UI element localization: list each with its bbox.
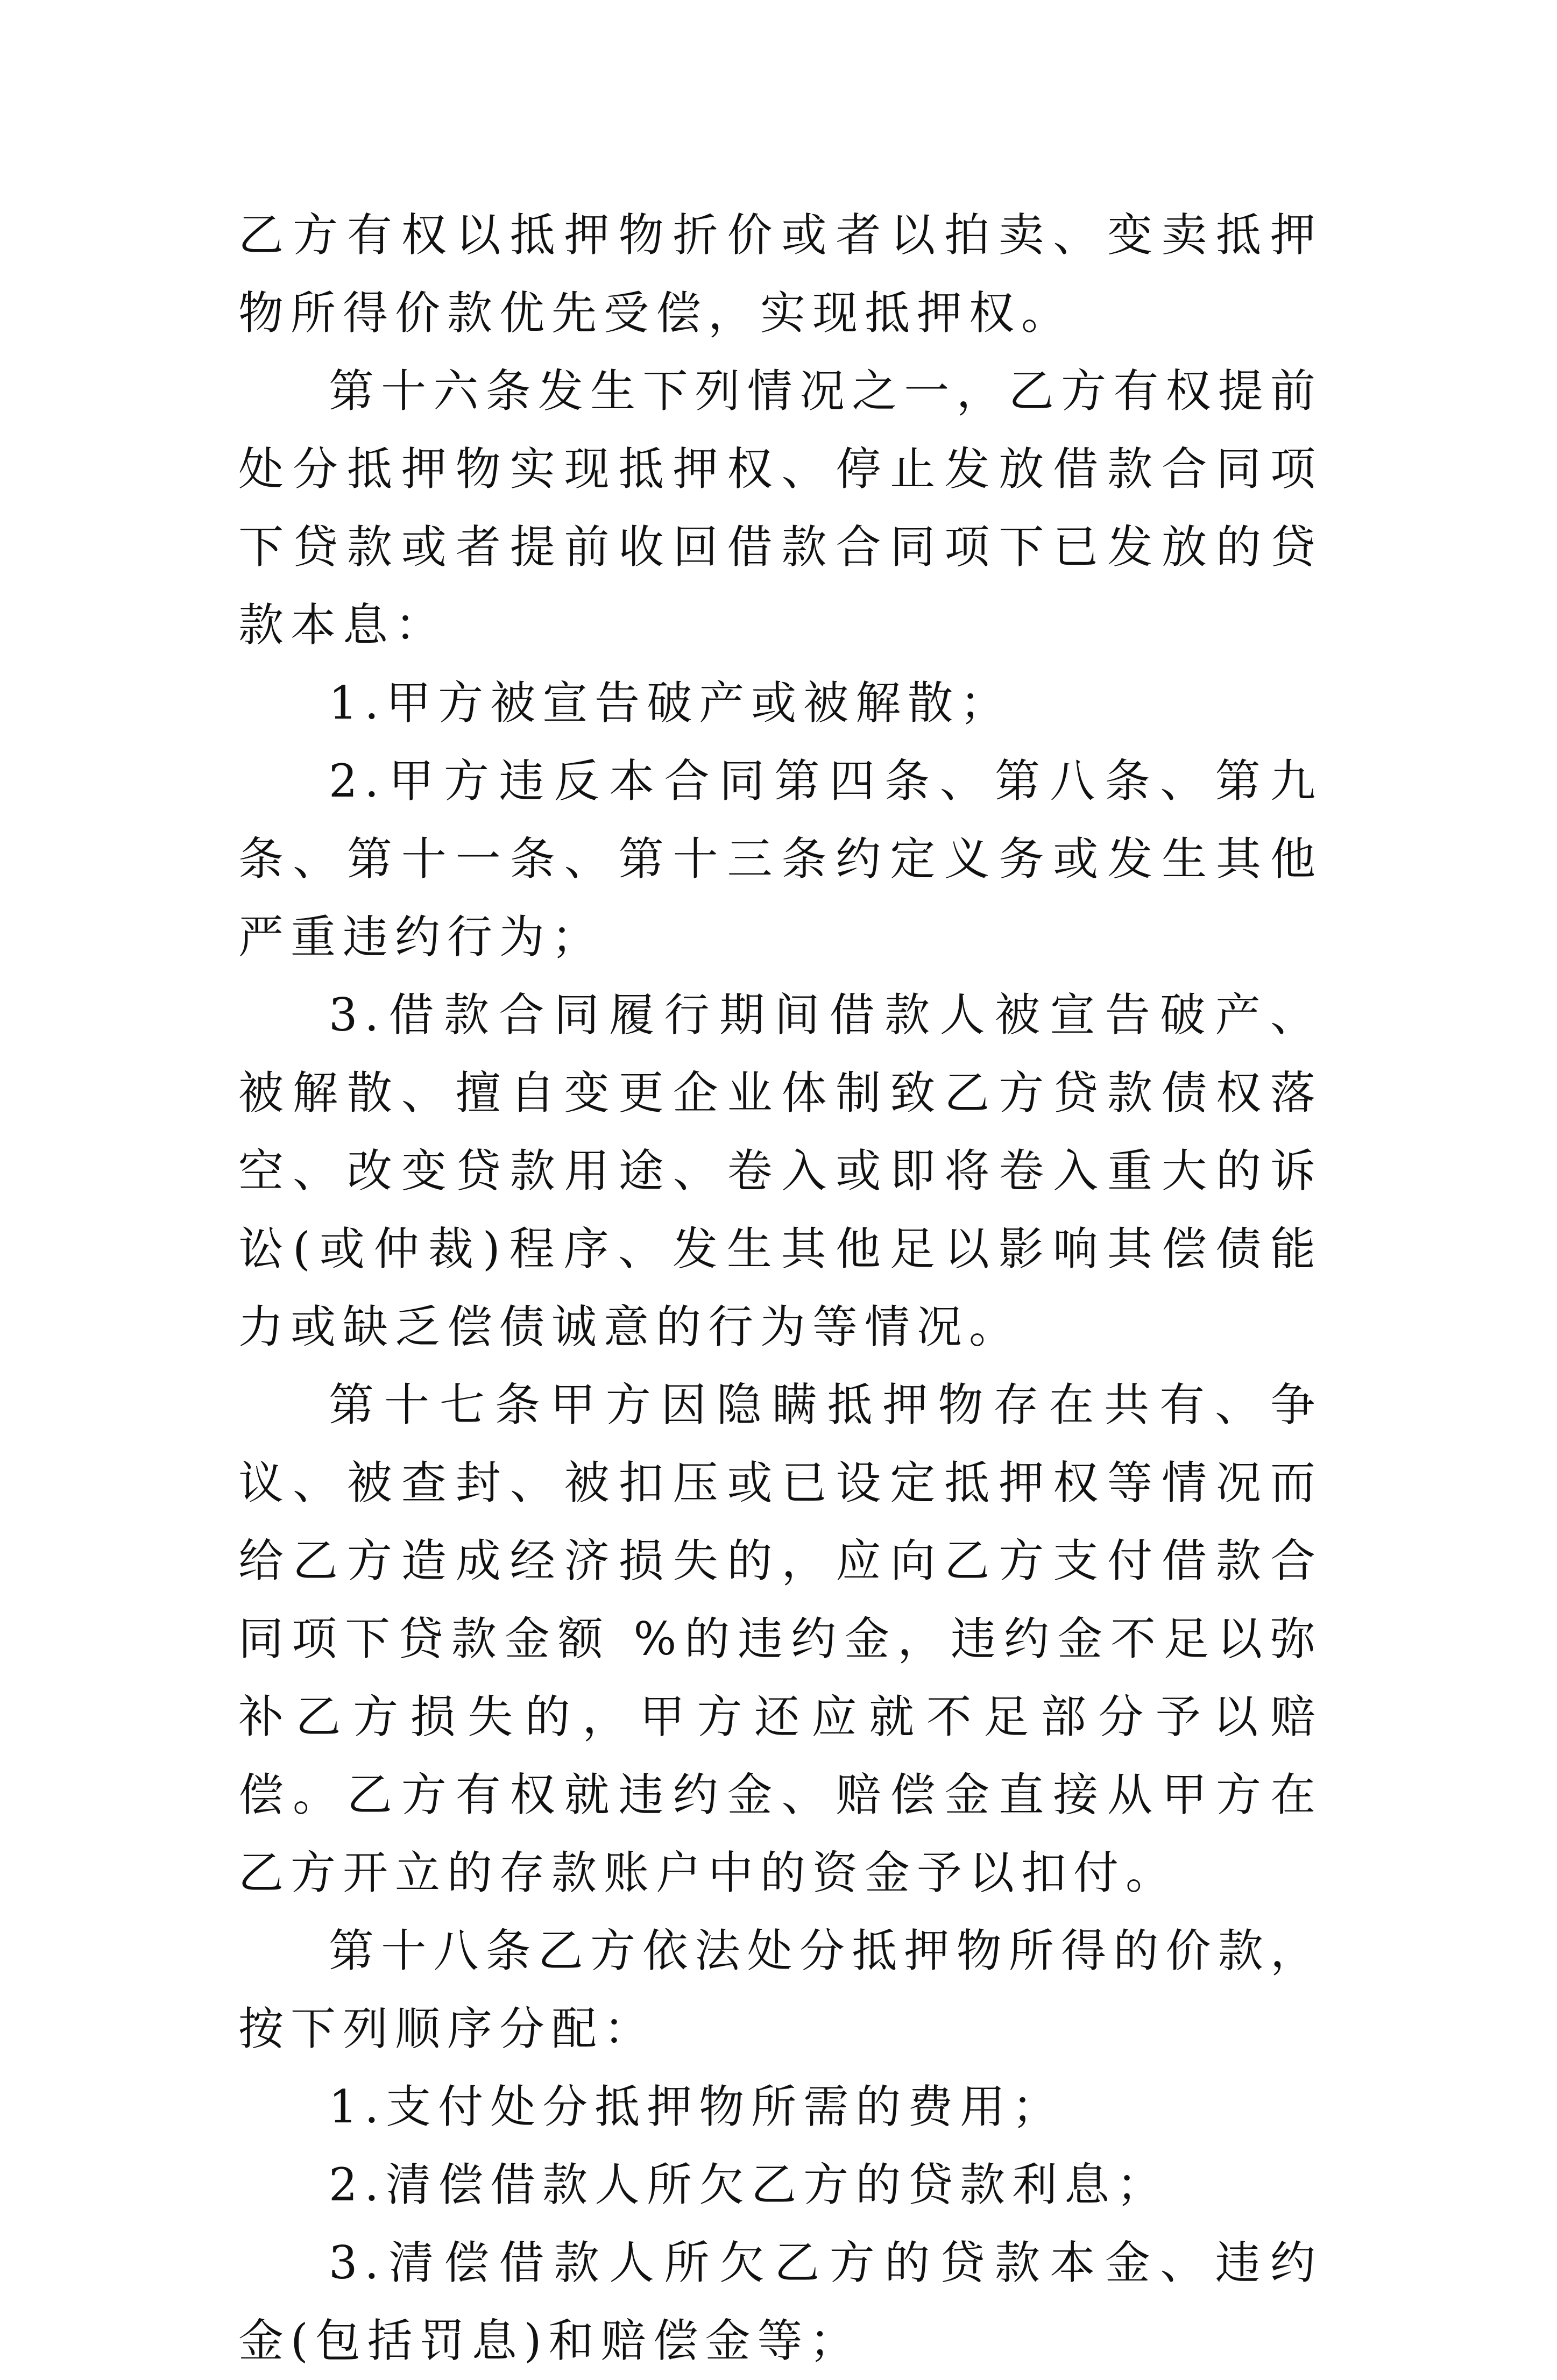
article-18-item-1: 1.支付处分抵押物所需的费用； (329, 2080, 1065, 2133)
article-16-item-2: 2.甲方违反本合同第四条、第八条、第九条、第十一条、第十三条约定义务或发生其他严重违约行为； (238, 755, 1322, 963)
article-18-item-2: 2.清偿借款人所欠乙方的贷款利息； (329, 2158, 1169, 2211)
article-16-item-3: 3.借款合同履行期间借款人被宣告破产、被解散、擅自变更企业体制致乙方贷款债权落空、改变贷款用途、卷入或即将卷入重大的诉讼(或仲裁)程序、发生其他足以影响其偿债能力或缺乏偿债诚意的行为等情况。 (238, 989, 1322, 1353)
article-16-item-1: 1.甲方被宣告破产或被解散； (329, 677, 1013, 729)
paragraph-continuation: 乙方有权以抵押物折价或者以拍卖、变卖抵押物所得价款优先受偿，实现抵押权。 (238, 209, 1322, 339)
article-17: 第十七条甲方因隐瞒抵押物存在共有、争议、被查封、被扣压或已设定抵押权等情况而给乙方造成经济损失的，应向乙方支付借款合同项下贷款金额 %的违约金，违约金不足以弥补乙方损失的，甲方还应就不足部分予以赔偿。乙方有权就违约金、赔偿金直接从甲方在乙方开立的存款账户中的资金予以扣付。 (238, 1379, 1322, 1899)
article-16: 第十六条发生下列情况之一，乙方有权提前处分抵押物实现抵押权、停止发放借款合同项下贷款或者提前收回借款合同项下已发放的贷款本息： (238, 365, 1322, 651)
article-18: 第十八条乙方依法处分抵押物所得的价款，按下列顺序分配： (238, 1924, 1322, 2055)
document-body (238, 196, 1322, 2380)
article-18-item-3: 3.清偿借款人所欠乙方的贷款本金、违约金(包括罚息)和赔偿金等； (238, 2236, 1322, 2367)
